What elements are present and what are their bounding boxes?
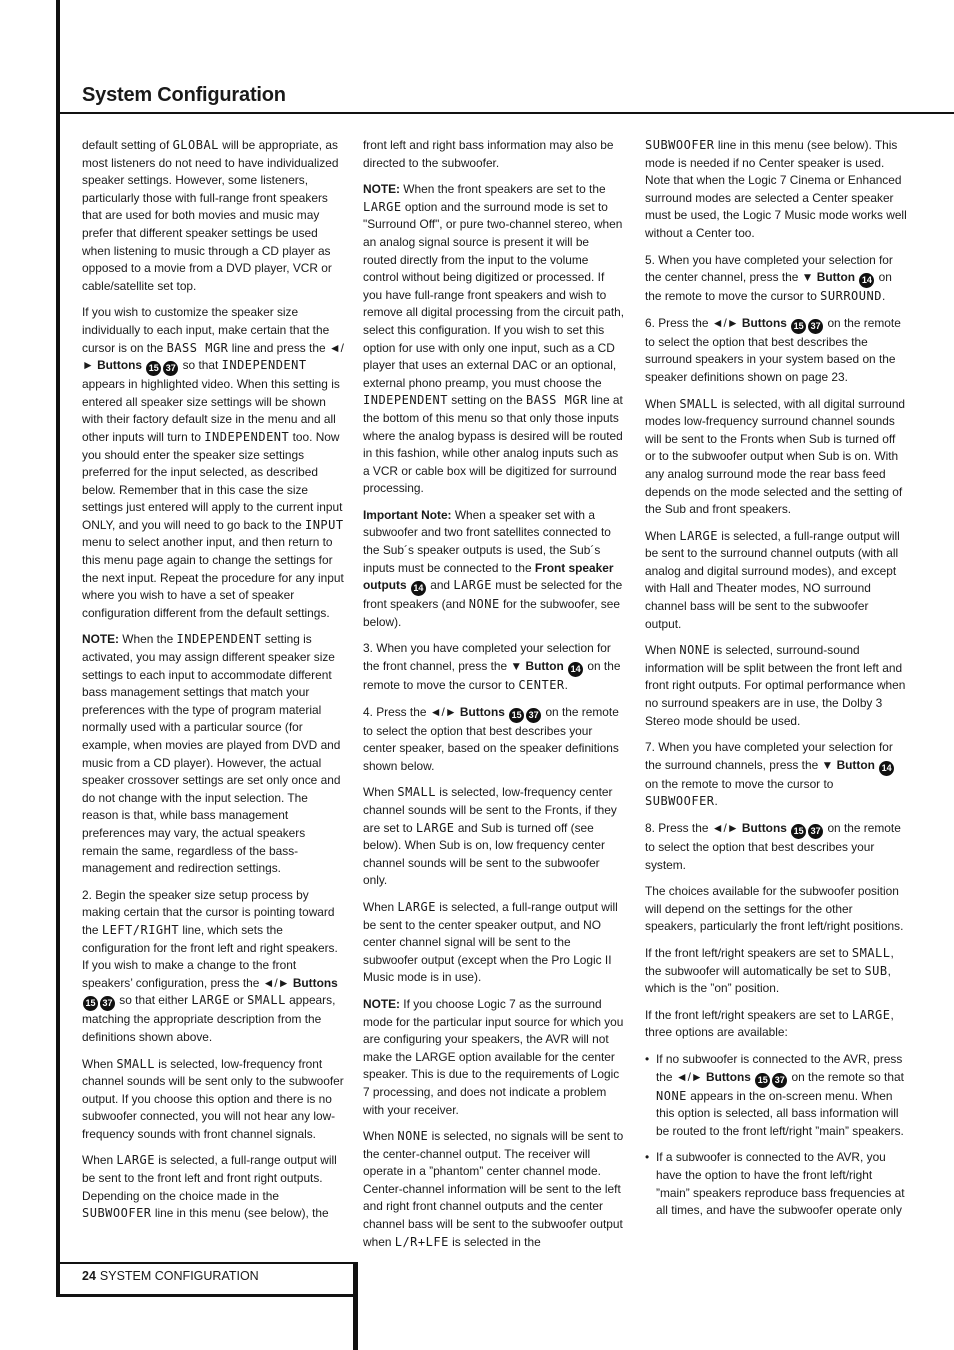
footer-rule (56, 1262, 355, 1264)
paragraph: 3. When you have completed your selection for the front channel, press the ▼ Button 14 on the remote to move the cursor to CENTER. (363, 641, 621, 693)
paragraph: When SMALL is selected, with all digital surround modes low-frequency surround channel sounds will be sent to the Fronts when Sub is turned off or to the subwoofer output when Sub is on. With any analog surround mode the rear bass feed depends on the mode selected and the setting of the Sub and front speakers. (645, 396, 906, 517)
left-margin-bar (56, 0, 60, 1296)
button-37-icon: 37 (526, 708, 541, 723)
paragraph: 5. When you have completed your selection for the center channel, press the ▼ Button 14 on the remote to move the cursor to SURROUND. (645, 252, 893, 304)
button-15-icon: 15 (146, 361, 161, 376)
button-37-icon: 37 (100, 996, 115, 1011)
paragraph: When NONE is selected, no signals will be sent to the center-channel output. The receiver will operate in a ”phantom” center channel mode. Center-channel information will be sent to the left and right front channel outputs and the center channel bass will be sent to the subwoofer output when L/R+LFE is selected in the (363, 1129, 624, 1249)
footer-rule-bottom (56, 1294, 355, 1297)
paragraph: default setting of GLOBAL will be appropriate, as most listeners do not need to have individualized speaker settings. However, some listeners, particularly those with full-range front speakers that are used for both movies and music may prefer that different speaker settings be used when listening to music through a CD player as opposed to a movie from a DVD player, VCR or cable/satellite set top. (82, 138, 339, 293)
column-3 (645, 137, 907, 1229)
page-title: System Configuration (82, 84, 286, 106)
button-37-icon: 37 (808, 319, 823, 334)
paragraph: NOTE: If you choose Logic 7 as the surround mode for the particular input source for which you are configuring your speakers, the AVR will not make the LARGE option available for the center speaker. This is due to the requirements of Logic 7 processing, and does not indicate a problem with your receiver. (363, 996, 624, 1117)
paragraph: When LARGE is selected, a full-range output will be sent to the center speaker output, and NO center channel signal will be sent to the subwoofer output (except when the Pro Logic II Music mode is in use). (363, 899, 618, 985)
paragraph: 6. Press the ◄/► Buttons 15 37 on the remote to select the option that best describes the surround speakers in your system based on the speaker definitions shown on page 23. (645, 315, 901, 384)
footer-vertical-bar (353, 1262, 358, 1350)
button-37-icon: 37 (772, 1073, 787, 1088)
paragraph: SUBWOOFER line in this menu (see below). This mode is needed if no Center speaker is used. Note that when the Logic 7 Cinema or Enhanced surround modes are selected a Center speaker must be used, the Logic 7 Music mode works well without a Center too. (645, 138, 907, 240)
paragraph: When SMALL is selected, low-frequency front channel sounds will be sent only to the subwoofer output. If you choose this option and there is no subwoofer connected, you will not hear any low-frequency sounds with front channel signals. (82, 1056, 344, 1141)
button-15-icon: 15 (83, 996, 98, 1011)
paragraph: NOTE: When the front speakers are set to the LARGE option and the surround mode is set to "Surround Off", or pure two-channel stereo, when an analog signal source is present it will be routed directly from the input to the volume control without being digitized or processed. If you have full-range front speakers and wish to remove all digital processing from the circuit path, select this configuration. If you wish to set this option for use with only one input, such as a CD player that uses an external DAC or an optional, external phono preamp, you must choose the INDEPENDENT setting on the BASS MGR line at the bottom of this menu so that only those inputs where the analog bypass is desired will be routed in this fashion, while other analog inputs such as a VCR or cable box will be digitized for surround processing. (363, 182, 625, 496)
button-14-icon: 14 (411, 581, 426, 596)
paragraph: If the front left/right speakers are set to LARGE, three options are available: (645, 1007, 894, 1040)
page-number: 24 (82, 1269, 96, 1283)
paragraph: If you wish to customize the speaker size individually to each input, make certain that the cursor is on the BASS MGR line and press the ◄/► Buttons 15 37 so that INDEPENDENT appears in highlighted video. When this setting is entered all speaker size settings will be shown with their factory default size in the menu and all other inputs will turn to INDEPENDENT too. Now you should enter the speaker size settings preferred for the input selected, as described below. Remember that in this case the size settings just entered will apply to the current input ONLY, and you will need to go back to the INPUT menu to select another input, and then return to this menu page again to change the settings for the next input. Repeat the procedure for any input where you wish to have a set of speaker configuration different from the default settings. (82, 305, 344, 620)
button-15-icon: 15 (791, 824, 806, 839)
paragraph: When NONE is selected, surround-sound information will be split between the front left and front right outputs. For optimal performance when no surround speakers are in use, the Dolby 3 Stereo mode should be used. (645, 643, 906, 728)
paragraph: The choices available for the subwoofer position will depend on the settings for the other speakers, particularly the front left/right positions. (645, 884, 904, 934)
paragraph: 8. Press the ◄/► Buttons 15 37 on the remote to select the option that best describes your system. (645, 821, 901, 872)
bullet-item: • If a subwoofer is connected to the AVR, you have the option to have the front left/right ”main” speakers reproduce bass frequencies at all times, and have the subwoofer operate only (645, 1149, 907, 1219)
button-37-icon: 37 (163, 361, 178, 376)
title-rule (56, 112, 954, 114)
button-37-icon: 37 (808, 824, 823, 839)
paragraph: NOTE: When the INDEPENDENT setting is activated, you may assign different speaker size settings to each input to accommodate different bass management settings that match your preferences with the type of program material normally used with a particular source (for example, when movies are played from DVD and music from a CD player). However, the actual speaker crossover settings are set only once and do not change with the input selection. The reason is that, while bass management preferences may vary, the actual speakers remain the same, regardless of the bass-management and redirection settings. (82, 632, 341, 876)
paragraph: If the front left/right speakers are set to SMALL, the subwoofer will automatically be set to SUB, which is the ”on” position. (645, 945, 894, 996)
paragraph: When SMALL is selected, low-frequency center channel sounds will be sent to the Fronts, if they are set to LARGE and Sub is turned off (see below). When Sub is on, low frequency center channel sounds will be sent to the subwoofer only. (363, 785, 617, 888)
button-14-icon: 14 (859, 273, 874, 288)
button-15-icon: 15 (509, 708, 524, 723)
paragraph: When LARGE is selected, a full-range output will be sent to the front left and front right outputs. Depending on the choice made in the SUBWOOFER line in this menu (see below), the (82, 1153, 337, 1221)
page-footer (82, 1269, 259, 1283)
paragraph: 2. Begin the speaker size setup process by making certain that the cursor is pointing toward the LEFT/RIGHT line, which sets the configuration for the front left and right speakers. If you wish to make a change to the front speakers’ configuration, press the ◄/► Buttons 15 37 so that either LARGE or SMALL appears, matching the appropriate description from the definitions shown above. (82, 887, 338, 1044)
paragraph: 4. Press the ◄/► Buttons 15 37 on the remote to select the option that best describes your center speaker, based on the speaker definitions shown below. (363, 704, 619, 773)
footer-section: SYSTEM CONFIGURATION (99, 1269, 259, 1283)
column-2 (363, 137, 625, 1260)
button-14-icon: 14 (879, 761, 894, 776)
paragraph: Important Note: When a speaker set with a subwoofer and two front satellites connected to the Sub´s speaker outputs is used, the Sub´s inputs must be connected to the Front speaker outputs 14 and LARGE must be selected for the front speakers (and NONE for the subwoofer, see below). (363, 507, 623, 629)
bullet-item: • If no subwoofer is connected to the AVR, press the ◄/► Buttons 15 37 on the remote so that NONE appears in the on-screen menu. When this option is selected, all bass information will be routed to the front left/right ”main” speakers. (645, 1051, 907, 1140)
paragraph: When LARGE is selected, a full-range output will be sent to the surround channel outputs (with all analog and digital surround modes), and except with Hall and Theater modes, NO surround channel bass will be sent to the subwoofer output. (645, 528, 900, 631)
column-1 (82, 137, 344, 1232)
paragraph: front left and right bass information may also be directed to the subwoofer. (363, 138, 614, 170)
button-15-icon: 15 (791, 319, 806, 334)
button-14-icon: 14 (568, 662, 583, 677)
button-15-icon: 15 (755, 1073, 770, 1088)
paragraph: 7. When you have completed your selection for the surround channels, press the ▼ Button 14 on the remote to move the cursor to SUBWOOFER. (645, 740, 893, 809)
